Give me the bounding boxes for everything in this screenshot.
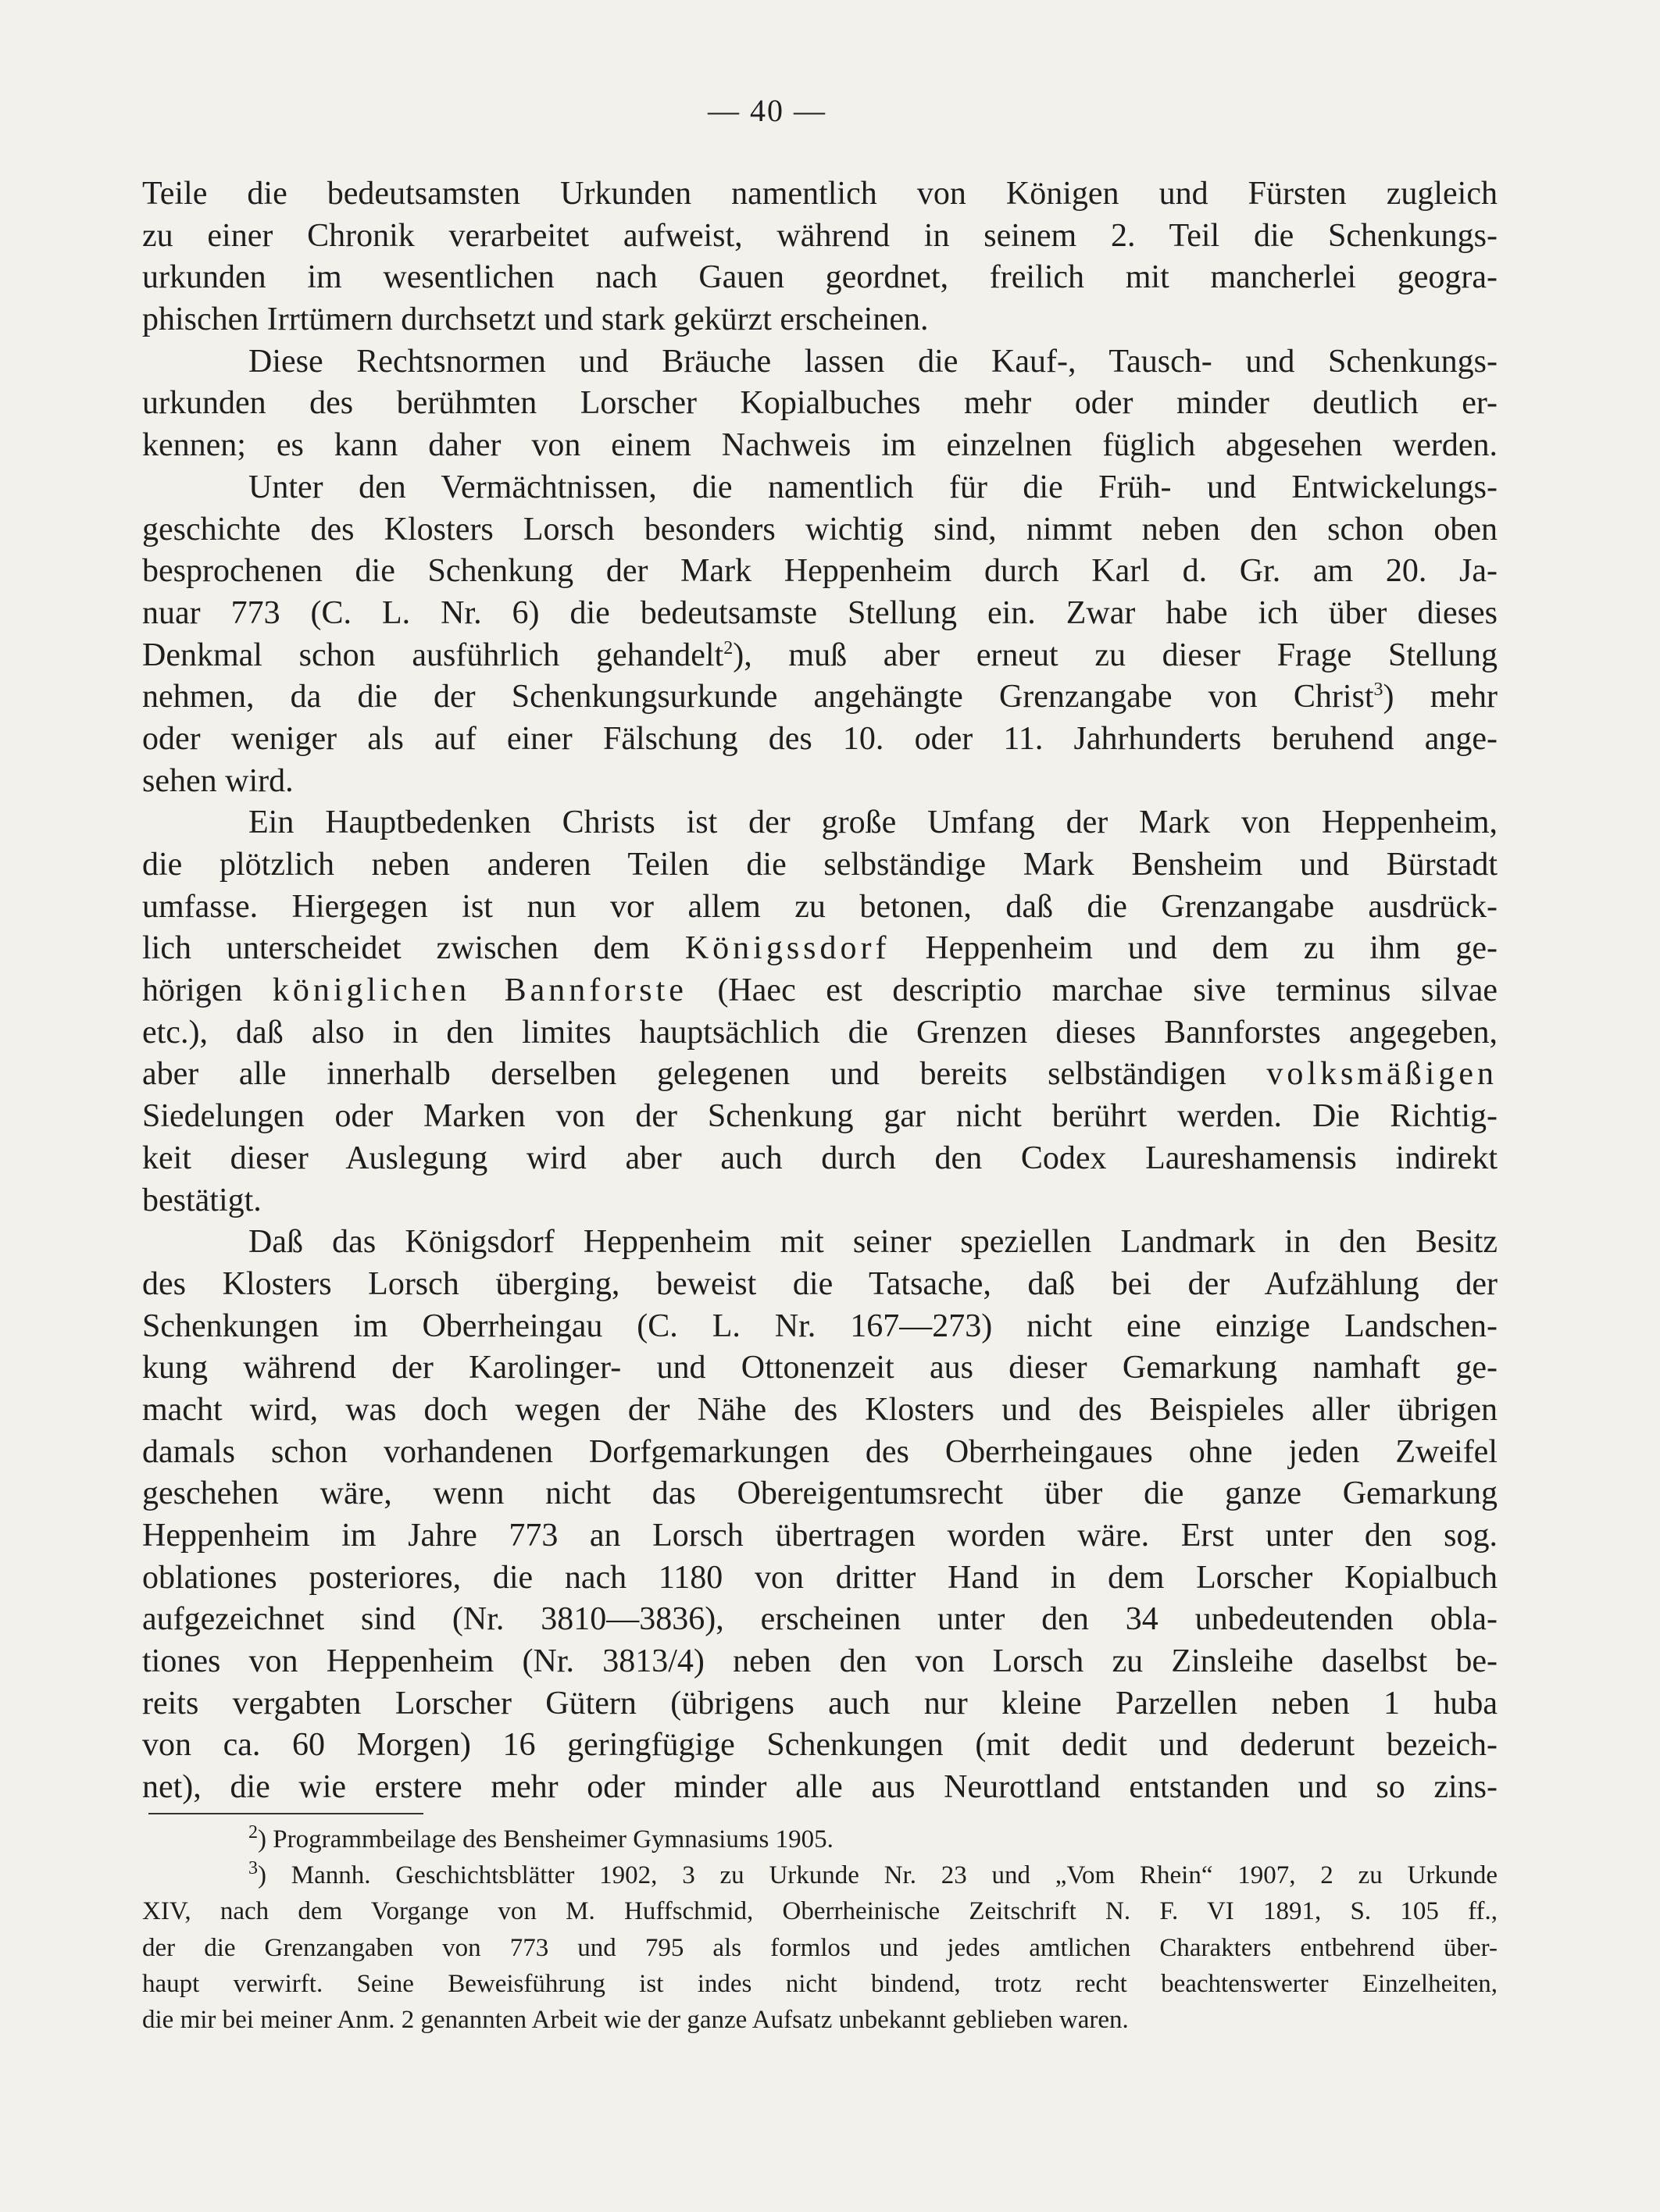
text-line: reits vergabten Lorscher Gütern (übrigens auch nur kleine Parzellen neben 1 huba — [142, 1685, 1498, 1721]
text-line: bestätigt. — [142, 1182, 262, 1218]
footnote-line: XIV, nach dem Vorgange von M. Huffschmid, Oberrheinische Zeitschrift N. F. VI 1891, S. 105 ff., — [142, 1897, 1498, 1926]
text-line: sehen wird. — [142, 762, 294, 799]
text-line: oblationes posteriores, die nach 1180 von dritter Hand in dem Lorscher Kopialbuch — [142, 1559, 1498, 1596]
text-line: nuar 773 (C. L. Nr. 6) die bedeutsamste Stellung ein. Zwar habe ich über dieses — [142, 594, 1498, 631]
text-line: urkunden des berühmten Lorscher Kopialbuches mehr oder minder deutlich er- — [142, 385, 1498, 422]
text-line: etc.), daß also in den limites hauptsächlich die Grenzen dieses Bannforstes angegeben, — [142, 1014, 1498, 1051]
body-text — [142, 173, 1498, 1809]
text-line: die plötzlich neben anderen Teilen die selbständige Mark Bensheim und Bürstadt — [142, 847, 1498, 883]
text-line: geschehen wäre, wenn nicht das Obereigentumsrecht über die ganze Gemarkung — [142, 1475, 1498, 1512]
line-part: ) mehr — [1383, 679, 1498, 715]
footnote-line — [142, 1857, 1498, 1893]
text-line: kung während der Karolinger- und Ottonenzeit aus dieser Gemarkung namhaft ge- — [142, 1350, 1498, 1386]
text-line: Schenkungen im Oberrheingau (C. L. Nr. 167—273) nicht eine einzige Landschen- — [142, 1308, 1498, 1344]
footnote-line: die mir bei meiner Anm. 2 genannten Arbeit wie der ganze Aufsatz unbekannt geblieben waren. — [142, 2005, 1129, 2034]
text-line: kennen; es kann daher von einem Nachweis im einzelnen füglich abgesehen werden. — [142, 427, 1498, 464]
footnote-text: ) Programmbeilage des Bensheimer Gymnasiums 1905. — [258, 1825, 834, 1853]
text-line: Diese Rechtsnormen und Bräuche lassen die Kauf-, Tausch- und Schenkungs- — [248, 343, 1498, 380]
text-line: phischen Irrtümern durchsetzt und stark gekürzt erscheinen. — [142, 301, 929, 338]
footnotes — [142, 1821, 1498, 2038]
spaced-term: königlichen Bannforste — [272, 972, 687, 1009]
text-line — [142, 635, 1498, 677]
text-line — [142, 1054, 1498, 1096]
footnote-line: der die Grenzangaben von 773 und 795 als formlos und jedes amtlichen Charakters entbehrend über- — [142, 1933, 1498, 1962]
text-line: keit dieser Auslegung wird aber auch durch den Codex Laureshamensis indirekt — [142, 1140, 1498, 1176]
text-line: macht wird, was doch wegen der Nähe des Klosters und des Beispieles aller übrigen — [142, 1391, 1498, 1428]
footnote-divider — [148, 1813, 423, 1814]
text-line: damals schon vorhandenen Dorfgemarkungen des Oberrheingaues ohne jeden Zweifel — [142, 1433, 1498, 1470]
footnote-marker: 2 — [248, 1822, 258, 1843]
text-line: Ein Hauptbedenken Christs ist der große Umfang der Mark von Heppenheim, — [248, 805, 1498, 841]
text-line — [142, 928, 1498, 970]
page-number: — 40 — — [708, 93, 826, 128]
text-line: von ca. 60 Morgen) 16 geringfügige Schenkungen (mit dedit und dederunt bezeich- — [142, 1727, 1498, 1764]
line-part: ), muß aber erneut zu dieser Frage Stellung — [733, 637, 1498, 673]
text-line: net), die wie erstere mehr oder minder alle aus Neurottland entstanden und so zins- — [142, 1769, 1498, 1806]
text-line: Heppenheim im Jahre 773 an Lorsch übertragen worden wäre. Erst unter den sog. — [142, 1518, 1498, 1554]
text-line: besprochenen die Schenkung der Mark Heppenheim durch Karl d. Gr. am 20. Ja- — [142, 553, 1498, 590]
footnote-line: haupt verwirft. Seine Beweisführung ist indes nicht bindend, trotz recht beachtenswerter Einzelheiten, — [142, 1969, 1498, 1998]
text-line: des Klosters Lorsch überging, beweist die Tatsache, daß bei der Aufzählung der — [142, 1265, 1498, 1302]
text-line: zu einer Chronik verarbeitet aufweist, während in seinem 2. Teil die Schenkungs- — [142, 217, 1498, 254]
text-line: umfasse. Hiergegen ist nun vor allem zu betonen, daß die Grenzangabe ausdrück- — [142, 888, 1498, 925]
footnote-ref: 3 — [1373, 680, 1383, 701]
text-line: geschichte des Klosters Lorsch besonders wichtig sind, nimmt neben den schon oben — [142, 511, 1498, 548]
text-line: tiones von Heppenheim (Nr. 3813/4) neben den von Lorsch zu Zinsleihe daselbst be- — [142, 1643, 1498, 1680]
footnote-text: ) Mannh. Geschichtsblätter 1902, 3 zu Urkunde Nr. 23 und „Vom Rhein“ 1907, 2 zu Urkunde — [258, 1861, 1498, 1890]
text-line: urkunden im wesentlichen nach Gauen geordnet, freilich mit mancherlei geogra- — [142, 259, 1498, 296]
line-part: nehmen, da die der Schenkungsurkunde angehängte Grenzangabe von Christ — [142, 679, 1374, 715]
text-line: Daß das Königsdorf Heppenheim mit seiner speziellen Landmark in den Besitz — [248, 1224, 1498, 1261]
spaced-term: volksmäßigen — [1266, 1056, 1498, 1093]
text-line: Unter den Vermächtnissen, die namentlich für die Früh- und Entwickelungs- — [248, 469, 1498, 505]
line-part: lich unterscheidet zwischen dem — [142, 930, 685, 967]
footnote-marker: 3 — [248, 1858, 258, 1879]
text-line: Teile die bedeutsamsten Urkunden namentlich von Königen und Fürsten zugleich — [142, 176, 1498, 212]
line-part: hörigen — [142, 972, 273, 1009]
line-part: Denkmal schon ausführlich gehandelt — [142, 637, 724, 673]
text-line — [142, 970, 1498, 1012]
line-part: aber alle innerhalb derselben gelegenen und bereits selbständigen — [142, 1056, 1267, 1093]
text-line — [142, 676, 1498, 719]
text-line: aufgezeichnet sind (Nr. 3810—3836), erscheinen unter den 34 unbedeutenden obla- — [142, 1601, 1498, 1638]
line-part: Heppenheim und dem zu ihm ge- — [890, 930, 1498, 967]
spaced-term: Königssdorf — [684, 930, 891, 967]
line-part: (Haec est descriptio marchae sive terminus silvae — [687, 972, 1498, 1009]
text-line: oder weniger als auf einer Fälschung des 10. oder 11. Jahrhunderts beruhend ange- — [142, 720, 1498, 757]
text-line: Siedelungen oder Marken von der Schenkung gar nicht berührt werden. Die Richtig- — [142, 1098, 1498, 1135]
footnote-line — [142, 1821, 1498, 1857]
footnote-ref: 2 — [723, 637, 734, 658]
